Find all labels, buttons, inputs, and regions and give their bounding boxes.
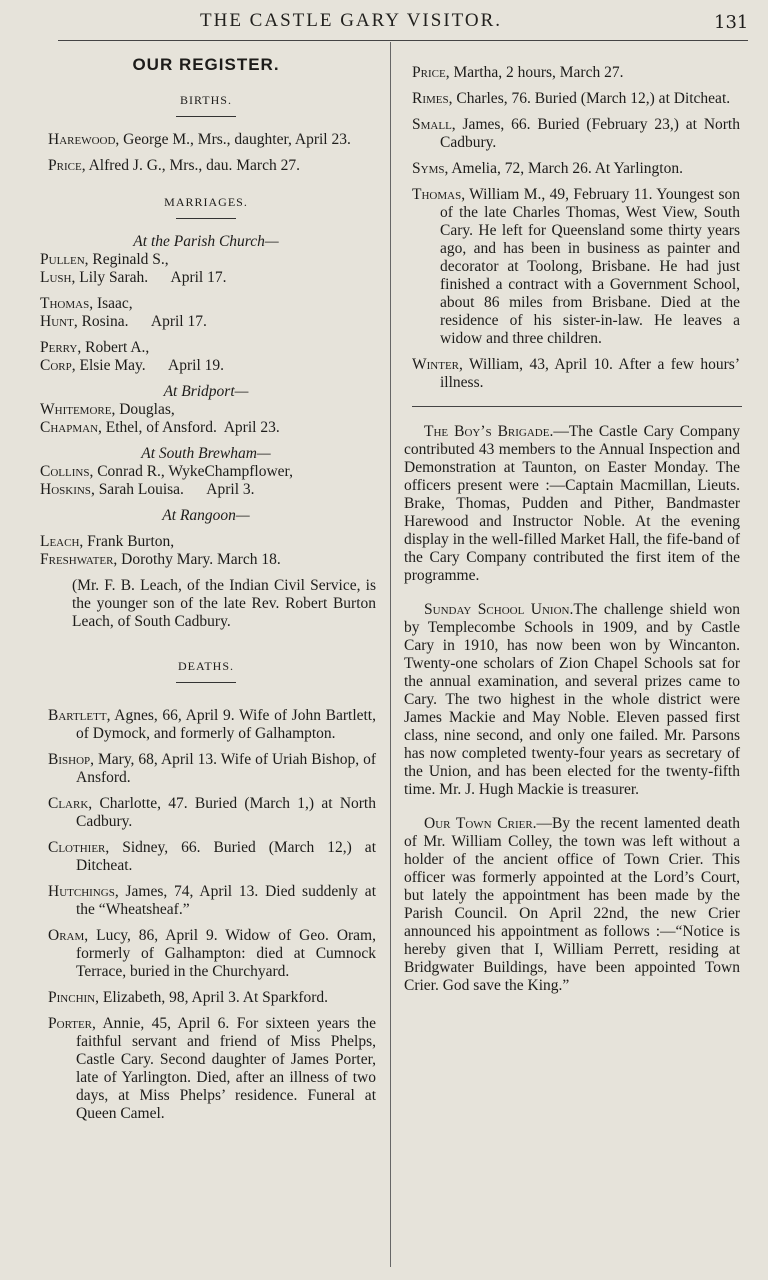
article-lead: Sunday School Union.: [424, 601, 574, 618]
entry-surname: Porter: [48, 1015, 93, 1032]
entry-surname: Leach: [40, 533, 80, 550]
place-heading: At the Parish Church—: [133, 233, 279, 250]
place-heading: At Bridport—: [163, 383, 249, 400]
births-heading: BIRTHS.: [180, 93, 232, 107]
entry-text: , Robert A.,: [77, 339, 150, 356]
entry-surname: Small: [412, 116, 452, 133]
births-rule: [176, 116, 236, 117]
entry-text: , James, 74, April 13. Died suddenly at the “Wheatsheaf.”: [76, 883, 376, 918]
entry-text: , Alfred J. G., Mrs., dau. March 27.: [81, 157, 300, 174]
running-head: [0, 8, 768, 38]
death-entry: [404, 116, 740, 152]
deaths-rule: [176, 682, 236, 683]
entry-text: , Lucy, 86, April 9. Widow of Geo. Oram, formerly of Galhampton: died at Cumnock Terrace, buried in the Churchyard.: [76, 927, 376, 980]
article-lead: The Boy’s Brigade.: [424, 423, 554, 440]
death-entry: [404, 64, 740, 82]
running-title: THE CASTLE GARY VISITOR.: [200, 10, 503, 31]
entry-text: , Amelia, 72, March 26. At Yarlington.: [444, 160, 683, 177]
entry-text: , Mary, 68, April 13. Wife of Uriah Bishop, of Ansford.: [76, 751, 376, 786]
entry-surname: Bartlett: [48, 707, 107, 724]
death-entry: [36, 989, 376, 1007]
entry-text: , Sarah Louisa. April 3.: [90, 481, 255, 498]
entry-surname: Pinchin: [48, 989, 96, 1006]
entry-surname: Collins: [40, 463, 90, 480]
marriages-heading: MARRIAGES.: [164, 195, 248, 209]
entry-surname: Clark: [48, 795, 89, 812]
article-boys-brigade: [404, 423, 740, 585]
entry-surname: Hutchings: [48, 883, 115, 900]
entry-text: , Charles, 76. Buried (March 12,) at Ditcheat.: [448, 90, 731, 107]
entry-surname: Freshwater: [40, 551, 114, 568]
entry-surname: Hoskins: [40, 481, 91, 498]
death-entry: [36, 839, 376, 875]
marriage-note: (Mr. F. B. Leach, of the Indian Civil Service, is the younger son of the late Rev. Robert Burton Leach, of South Cadbury.: [72, 577, 376, 630]
article-text: —By the recent lamented death of Mr. William Colley, the town was left without a holder of the ancient office of Town Crier. This officer was formerly appointed at the Lord’s Court, but lately the appointment has been made by the Parish Council. On April 22nd, the new Crier announced his appointment as follows :—“Notice is hereby given that I, William Perrett, residing at Bridgwater Buildings, have been appointed Town Crier. God save the King.”: [404, 815, 740, 994]
death-entry: [404, 90, 740, 108]
entry-text: , Douglas,: [111, 401, 175, 418]
marriage-couple: [36, 401, 376, 437]
article-sunday-school: [404, 601, 740, 799]
entry-text: , Dorothy Mary. March 18.: [113, 551, 281, 568]
entry-text: , William, 43, April 10. After a few hours’ illness.: [440, 356, 740, 391]
death-entry: [404, 186, 740, 348]
marriage-couple: [36, 463, 376, 499]
entry-text: , Sidney, 66. Buried (March 12,) at Ditcheat.: [76, 839, 376, 874]
entry-surname: Bishop: [48, 751, 91, 768]
entry-text: , Frank Burton,: [79, 533, 175, 550]
marriage-couple: [36, 533, 376, 569]
entry-surname: Price: [412, 64, 446, 81]
article-lead: Our Town Crier.: [424, 815, 537, 832]
deaths-heading: DEATHS.: [177, 659, 234, 673]
right-column: [404, 64, 740, 1011]
section-rule: [412, 406, 742, 407]
entry-text: , Martha, 2 hours, March 27.: [445, 64, 624, 81]
death-entry: [36, 751, 376, 787]
entry-text: , Charlotte, 47. Buried (March 1,) at North Cadbury.: [76, 795, 376, 830]
entry-surname: Hunt: [40, 313, 74, 330]
marriage-couple: [36, 295, 376, 331]
register-title: OUR REGISTER.: [132, 55, 280, 74]
header-rule: [58, 40, 748, 41]
column-divider: [390, 42, 391, 1267]
left-column: [36, 56, 376, 1131]
entry-surname: Corp: [40, 357, 72, 374]
entry-surname: Clothier: [48, 839, 106, 856]
death-entry: [36, 883, 376, 919]
entry-text: , James, 66. Buried (February 23,) at North Cadbury.: [440, 116, 740, 151]
entry-surname: Syms: [412, 160, 445, 177]
entry-text: , Rosina. April 17.: [73, 313, 207, 330]
entry-text: , Reginald S.,: [84, 251, 169, 268]
entry-surname: Perry: [40, 339, 78, 356]
entry-text: , George M., Mrs., daughter, April 23.: [115, 131, 351, 148]
entry-text: , Annie, 45, April 6. For sixteen years the faithful servant and friend of Miss Phelps, Castle Cary. Second daughter of James Porter, late of Yarlington. Died, after an illness of two days, at Miss Phelps’ residence. Funeral at Queen Camel.: [76, 1015, 376, 1122]
entry-text: , Lily Sarah. April 17.: [71, 269, 227, 286]
entry-text: , Elsie May. April 19.: [71, 357, 225, 374]
article-text: —The Castle Cary Company contributed 43 members to the Annual Inspection and Demonstration at Taunton, on Easter Monday. The officers present were :—Captain Macmillan, Lieuts. Brake, Thomas, Pudden and Pither, Bandmaster Harewood and Instructor Noble. At the evening display in the well-filled Market Hall, the fife-band of the Cary Company contributed the first item of the programme.: [404, 423, 740, 584]
entry-text: , Elizabeth, 98, April 3. At Sparkford.: [95, 989, 329, 1006]
marriages-rule: [176, 218, 236, 219]
entry-text: , Conrad R., WykeChampflower,: [89, 463, 293, 480]
entry-surname: Harewood: [48, 131, 116, 148]
birth-entry: [36, 131, 376, 149]
entry-text: , Ethel, of Ansford. April 23.: [98, 419, 280, 436]
entry-surname: Price: [48, 157, 82, 174]
marriage-couple: [36, 251, 376, 287]
entry-surname: Pullen: [40, 251, 85, 268]
marriage-couple: [36, 339, 376, 375]
place-heading: At Rangoon—: [162, 507, 250, 524]
article-town-crier: [404, 815, 740, 995]
entry-surname: Winter: [412, 356, 460, 373]
death-entry: [404, 160, 740, 178]
entry-surname: Thomas: [40, 295, 90, 312]
entry-surname: Whitemore: [40, 401, 112, 418]
entry-text: , Isaac,: [89, 295, 133, 312]
death-entry: [36, 1015, 376, 1123]
entry-surname: Lush: [40, 269, 72, 286]
death-entry: [404, 356, 740, 392]
death-entry: [36, 795, 376, 831]
death-entry: [36, 707, 376, 743]
entry-surname: Thomas: [412, 186, 462, 203]
entry-surname: Rimes: [412, 90, 449, 107]
entry-text: , William M., 49, February 11. Youngest son of the late Charles Thomas, West View, South Cary. He left for Queensland some thirty years ago, and has been in business as painter and decorator at Toolong, Brisbane. He had just finished a contract with a Government School, about 86 miles from Brisbane. Died at the residence of his sister-in-law. He leaves a widow and three children.: [440, 186, 740, 347]
place-heading: At South Brewham—: [141, 445, 271, 462]
page-number: 131: [714, 12, 749, 33]
entry-text: , Agnes, 66, April 9. Wife of John Bartlett, of Dymock, and formerly of Galhampton.: [76, 707, 376, 742]
article-text: The challenge shield won by Templecombe Schools in 1909, and by Castle Cary in 1910, has now been won by Wincanton. Twenty-one scholars of Zion Chapel Schools sat for the annual examination, and several prizes came to Cary. The two highest in the whole district were James Mackie and May Noble. Eleven passed first class, nine second, and only one failed. Mr. Parsons has now completed twenty-four years as secretary of the Union, and has been elected for the twenty-fifth time. Mr. J. Hugh Mackie is treasurer.: [404, 601, 740, 798]
death-entry: [36, 927, 376, 981]
birth-entry: [36, 157, 376, 175]
entry-surname: Oram: [48, 927, 85, 944]
entry-surname: Chapman: [40, 419, 99, 436]
